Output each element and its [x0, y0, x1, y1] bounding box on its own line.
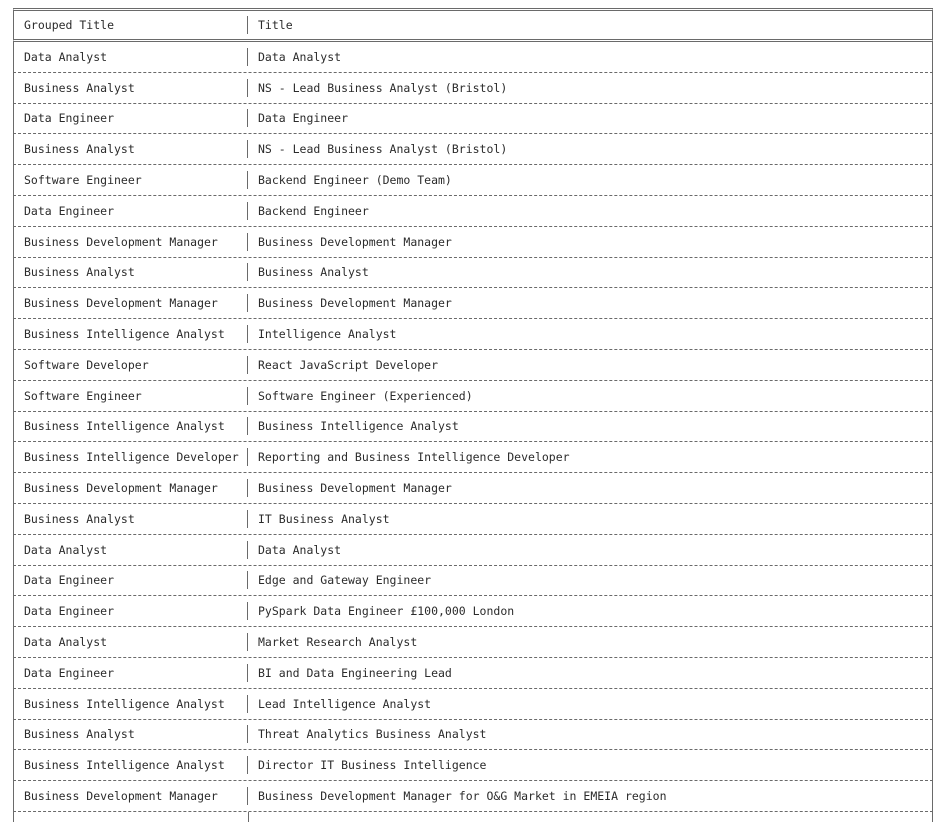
table-row — [13, 596, 933, 627]
title-cell: Threat Analytics Business Analyst — [258, 727, 487, 742]
column-divider — [248, 812, 249, 822]
title-cell: Business Development Manager — [258, 481, 452, 496]
grouped-title-cell: Business Development Manager — [14, 479, 248, 497]
title-cell: NS - Lead Business Analyst (Bristol) — [258, 80, 508, 95]
grouped-title-cell: Data Analyst — [14, 541, 248, 559]
title-cell: Director IT Business Intelligence — [258, 758, 487, 773]
title-cell: Backend Engineer — [258, 203, 369, 218]
title-cell: Lead Intelligence Analyst — [258, 696, 432, 711]
title-cell: Business Analyst — [258, 265, 369, 280]
title-cell: IT Business Analyst — [258, 511, 390, 526]
grouped-title-cell: Business Intelligence Analyst — [14, 417, 248, 435]
title-cell: Data Analyst — [258, 542, 342, 557]
table-row — [13, 535, 933, 566]
table-row — [13, 319, 933, 350]
table-row — [13, 473, 933, 504]
grouped-title-cell: Business Analyst — [14, 79, 248, 97]
title-cell: Data Engineer — [258, 111, 349, 126]
grouped-title-cell: Software Engineer — [14, 171, 248, 189]
table-row — [13, 134, 933, 165]
grouped-title-cell: Data Engineer — [14, 571, 248, 589]
header-title: Title — [258, 18, 293, 32]
table-row — [13, 504, 933, 535]
table-continuation — [13, 812, 933, 822]
grouped-title-cell: Data Engineer — [14, 602, 248, 620]
title-cell: Reporting and Business Intelligence Developer — [258, 450, 570, 465]
title-cell: Intelligence Analyst — [258, 327, 397, 342]
grouped-title-cell: Business Development Manager — [14, 787, 248, 805]
table-row — [13, 658, 933, 689]
grouped-title-cell: Business Intelligence Developer — [14, 448, 248, 466]
title-cell: NS - Lead Business Analyst (Bristol) — [258, 142, 508, 157]
grouped-title-cell: Data Engineer — [14, 109, 248, 127]
grouped-title-cell: Data Analyst — [14, 48, 248, 66]
table-row — [13, 196, 933, 227]
table-row — [13, 442, 933, 473]
table-body — [13, 42, 933, 812]
table-row — [13, 258, 933, 289]
grouped-title-cell: Business Intelligence Analyst — [14, 756, 248, 774]
title-cell: Backend Engineer (Demo Team) — [258, 173, 452, 188]
table-row — [13, 627, 933, 658]
title-cell: Business Development Manager — [258, 296, 452, 311]
grouped-title-cell: Business Analyst — [14, 725, 248, 743]
header-grouped-title: Grouped Title — [14, 16, 248, 34]
table-row — [13, 720, 933, 751]
grouped-title-cell: Business Analyst — [14, 140, 248, 158]
grouped-title-cell: Business Analyst — [14, 510, 248, 528]
title-cell: Business Development Manager — [258, 234, 452, 249]
grouped-title-cell: Business Intelligence Analyst — [14, 325, 248, 343]
table-row — [13, 566, 933, 597]
grouped-title-cell: Business Development Manager — [14, 233, 248, 251]
title-cell: Data Analyst — [258, 49, 342, 64]
title-cell: Business Development Manager for O&G Market in EMEIA region — [258, 789, 667, 804]
grouped-title-cell: Data Engineer — [14, 664, 248, 682]
grouped-title-cell: Business Analyst — [14, 263, 248, 281]
title-cell: Edge and Gateway Engineer — [258, 573, 432, 588]
table-row — [13, 73, 933, 104]
table-header-row — [13, 8, 933, 42]
table-row — [13, 165, 933, 196]
grouped-title-cell: Data Engineer — [14, 202, 248, 220]
grouped-title-cell: Software Developer — [14, 356, 248, 374]
job-titles-table — [13, 8, 933, 822]
title-cell: React JavaScript Developer — [258, 357, 439, 372]
grouped-title-cell: Software Engineer — [14, 387, 248, 405]
table-row — [13, 750, 933, 781]
table-row — [13, 288, 933, 319]
title-cell: BI and Data Engineering Lead — [258, 665, 452, 680]
table-row — [13, 781, 933, 812]
table-row — [13, 104, 933, 135]
title-cell: Business Intelligence Analyst — [258, 419, 459, 434]
grouped-title-cell: Business Intelligence Analyst — [14, 695, 248, 713]
table-row — [13, 227, 933, 258]
grouped-title-cell: Data Analyst — [14, 633, 248, 651]
table-row — [13, 42, 933, 73]
title-cell: Software Engineer (Experienced) — [258, 388, 473, 403]
table-row — [13, 412, 933, 443]
title-cell: Market Research Analyst — [258, 635, 418, 650]
grouped-title-cell: Business Development Manager — [14, 294, 248, 312]
table-row — [13, 350, 933, 381]
title-cell: PySpark Data Engineer £100,000 London — [258, 604, 515, 619]
table-row — [13, 381, 933, 412]
table-row — [13, 689, 933, 720]
